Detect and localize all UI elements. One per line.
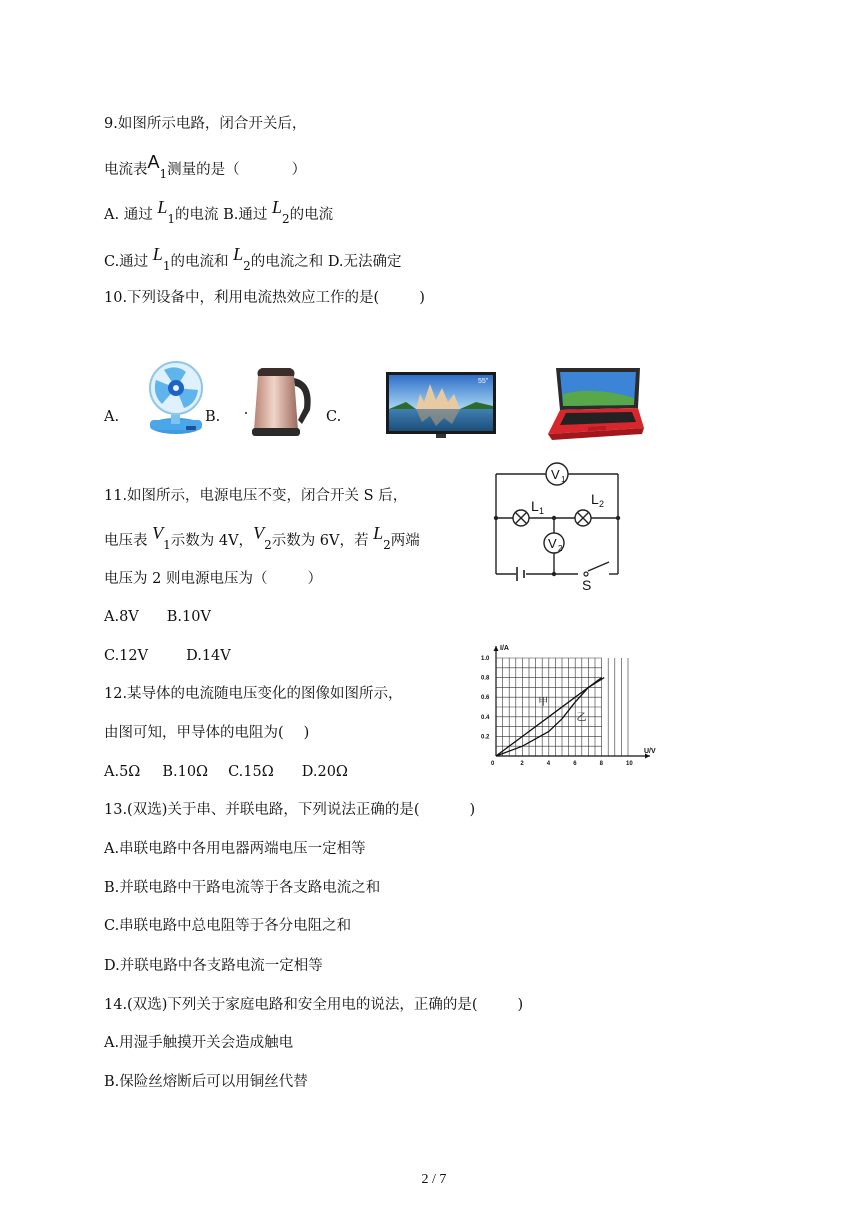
q11-option-c: C.12V (104, 648, 149, 664)
y-tick-label: 0.2 (481, 734, 490, 741)
q10-option-c-label: C. (326, 409, 342, 425)
svg-text:2: 2 (599, 499, 605, 509)
q9-line2: 电流表$A_1$测量的是（ ） (104, 152, 307, 181)
y-tick-label: 0.8 (481, 675, 490, 682)
q11-line3: 电压为 2 则电源电压为（ ） (104, 571, 322, 587)
q13-option-c: C.串联电路中总电阻等于各分电阻之和 (104, 918, 352, 934)
svg-text:1: 1 (539, 506, 545, 516)
tv-size-badge: 55" (478, 378, 489, 385)
q12-option-c: C.15Ω (228, 764, 274, 780)
y-tick-label: 0.4 (481, 714, 490, 721)
v1-symbol: V (551, 467, 560, 482)
q11-option-b: B.10V (166, 609, 211, 625)
q12-line2: 由图可知，甲导体的电阻为( ) (104, 725, 310, 741)
switch-label: S (582, 577, 592, 592)
q11-line2: 电压表 $V_1$示数为 4V，$V_2$示数为 6V，若 $L_2$两端 (104, 523, 420, 552)
y-axis-label: I/A (500, 645, 509, 652)
x-tick-label: 2 (520, 761, 524, 766)
q13-stem: 13.(双选)关于串、并联电路，下列说法正确的是( ) (104, 802, 476, 818)
q9-option-b: B.通过 $L_2$的电流 (223, 197, 334, 226)
q11-options-ab (104, 607, 211, 627)
q13-option-d: D.并联电路中各支路电流一定相等 (104, 958, 323, 974)
x-axis-label: U/V (644, 748, 656, 755)
q12-options (104, 762, 348, 782)
q12-option-b: B.10Ω (162, 764, 209, 780)
q11-option-d: D.14V (186, 648, 231, 664)
laptop-image (544, 364, 646, 444)
page-number: 2 / 7 (421, 1172, 447, 1187)
q14-option-a: A.用湿手触摸开关会造成触电 (104, 1035, 294, 1051)
series-label: 甲 (538, 697, 549, 709)
svg-text:2: 2 (558, 544, 563, 553)
v2-symbol: V (548, 536, 557, 551)
q10-stem: 10.下列设备中，利用电流热效应工作的是( ) (104, 290, 425, 306)
q12-option-d: D.20Ω (301, 764, 348, 780)
q14-stem: 14.(双选)下列关于家庭电路和安全用电的说法，正确的是( ) (104, 997, 524, 1013)
q11-stem: 11.如图所示，电源电压不变，闭合开关 S 后， (104, 488, 408, 504)
q12-stem: 12.某导体的电流随电压变化的图像如图所示， (104, 686, 403, 702)
l1-label: L (531, 498, 539, 514)
svg-text:1: 1 (561, 475, 566, 484)
electric-kettle-image (244, 364, 320, 440)
electric-fan-image (134, 360, 224, 438)
q9-options-cd (104, 244, 402, 273)
q9-options-ab (104, 197, 334, 226)
x-tick-label: 8 (599, 761, 603, 766)
television-image (386, 372, 496, 438)
q10-option-b-label: B. (205, 409, 221, 425)
q11-options-cd (104, 646, 231, 666)
ammeter-symbol: A (147, 152, 160, 172)
q9-option-a: A. 通过 $L_1$的电流 (104, 197, 219, 226)
series-circuit-diagram (488, 460, 628, 592)
q9-option-d: D.无法确定 (327, 254, 402, 270)
x-tick-label: 4 (546, 761, 551, 766)
q9-option-c: C.通过 $L_1$的电流和 $L_2$的电流之和 (104, 244, 324, 273)
y-tick-label: 1.0 (481, 656, 490, 662)
q14-option-b: B.保险丝熔断后可以用铜丝代替 (104, 1074, 308, 1090)
q12-option-a: A.5Ω (104, 764, 141, 780)
chart-axes (494, 646, 651, 759)
x-tick-label: 6 (573, 761, 577, 766)
q9-stem: 9.如图所示电路，闭合开关后， (104, 116, 307, 132)
q13-option-b: B.并联电路中干路电流等于各支路电流之和 (104, 880, 381, 896)
y-tick-label: 0.6 (481, 695, 490, 702)
q10-option-a-label: A. (104, 409, 120, 425)
q13-option-a: A.串联电路中各用电器两端电压一定相等 (104, 841, 366, 857)
x-tick-label: 0 (491, 761, 495, 766)
l2-label: L (591, 491, 599, 507)
current-voltage-chart (472, 640, 662, 766)
y-axis-arrow (494, 646, 499, 651)
x-tick-label: 10 (626, 761, 633, 766)
q11-option-a: A.8V (104, 609, 139, 625)
series-label: 乙 (576, 712, 587, 724)
